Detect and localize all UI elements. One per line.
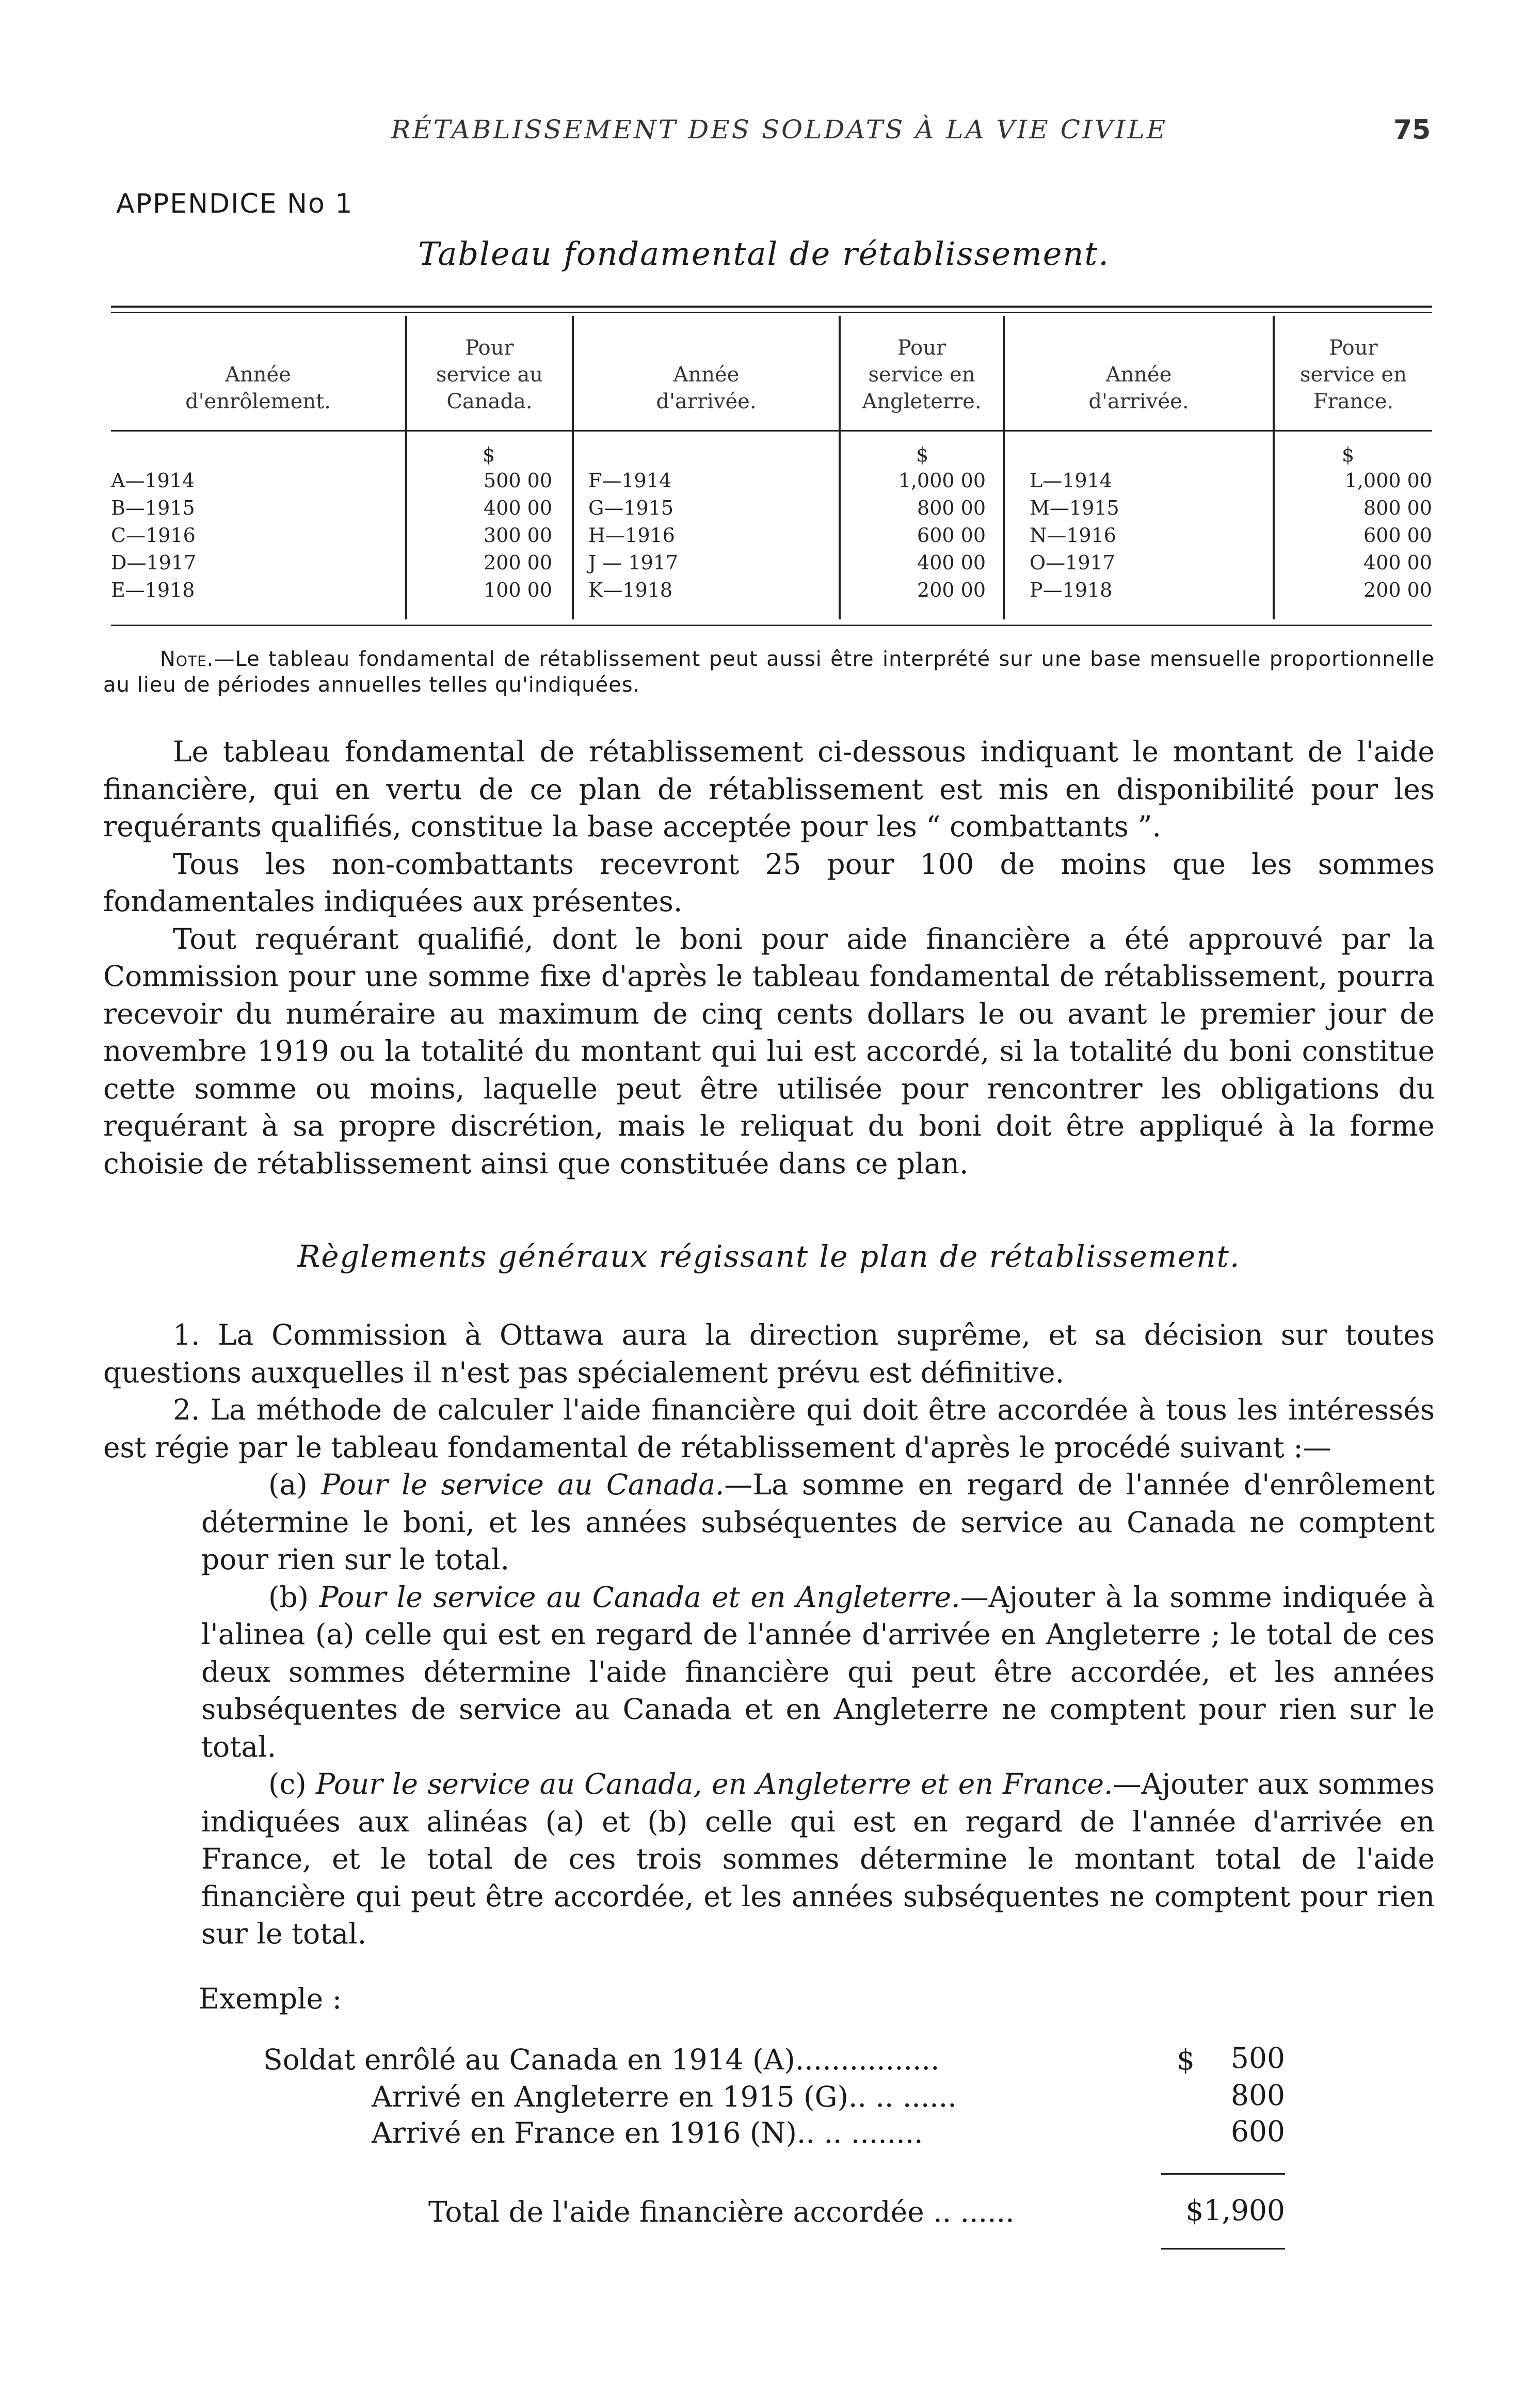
- example-total-line: Total de l'aide financière accordée .. ......: [428, 2195, 1015, 2228]
- example-bottom-rule: [1161, 2248, 1285, 2250]
- subitem-a: (a) Pour le service au Canada.—La somme en regard de l'année d'enrôlement détermine le boni, et les années subséquentes de service au Canada ne comptent pour rien sur le total.: [201, 1468, 1435, 1576]
- header-service-france: Pour service en France.: [1300, 336, 1407, 413]
- table-cell-amount: 1,000 00: [898, 469, 986, 492]
- page-number: 75: [1393, 115, 1431, 146]
- table-cell-year: K—1918: [588, 579, 673, 601]
- table-top-rule: [111, 306, 1432, 308]
- table-title: Tableau fondamental de rétablissement.: [418, 235, 1110, 273]
- table-cell-amount: 300 00: [484, 524, 552, 547]
- table-cell-year: M—1915: [1030, 497, 1119, 519]
- header-service-canada: Pour service au Canada.: [436, 336, 543, 413]
- paragraph: Le tableau fondamental de rétablissement ci-dessous indiquant le montant de l'aide financière, qui en vertu de ce plan de rétablissement est mis en disponibilité pour les requérants qualifiés, constitue la base acceptée pour les “ combattants ”.: [103, 735, 1435, 843]
- example-value: 500: [1231, 2042, 1285, 2075]
- example-label: Exemple :: [199, 1982, 342, 2015]
- rules-list: [103, 1316, 1435, 1953]
- table-cell-year: N—1916: [1030, 524, 1116, 547]
- table-top-rule-thin: [111, 312, 1432, 313]
- subitem-b: (b) Pour le service au Canada et en Angleterre.—Ajouter à la somme indiquée à l'alinea (a) celle qui est en regard de l'année d'arrivée en Angleterre ; le total de ces deux sommes détermine l'aide financière qui peut être accordée, et les années subséquentes de service au Canada et en Angleterre ne comptent pour rien sur le total.: [201, 1580, 1435, 1763]
- note-label: Note.: [160, 647, 214, 671]
- table-cell-year: P—1918: [1030, 579, 1113, 601]
- example-total-value: $1,900: [1185, 2194, 1285, 2227]
- subitem-c: (c) Pour le service au Canada, en Angleterre et en France.—Ajouter aux sommes indiquées aux alinéas (a) et (b) celle qui est en regard de l'année d'arrivée en France, et le total de ces trois sommes détermine le montant total de l'aide financière qui peut être accordée, et les années subséquentes ne comptent pour rien sur le total.: [201, 1767, 1435, 1950]
- running-head: RÉTABLISSEMENT DES SOLDATS À LA VIE CIVILE: [391, 115, 1168, 145]
- table-cell-amount: 800 00: [917, 497, 986, 519]
- table-cell-year: G—1915: [588, 497, 674, 519]
- table-cell-year: F—1914: [588, 469, 672, 492]
- table-cell-amount: 200 00: [484, 551, 552, 574]
- table-cell-amount: 500 00: [484, 469, 552, 492]
- note-text: —Le tableau fondamental de rétablissement peut aussi être interprété sur une base mensuelle proportionnelle au lieu de périodes annuelles telles qu'indiquées.: [103, 647, 1435, 697]
- table-cell-year: A—1914: [111, 469, 195, 492]
- example-line: Soldat enrôlé au Canada en 1914 (A)................: [263, 2043, 940, 2076]
- table-cell-year: E—1918: [111, 579, 195, 601]
- table-cell-amount: 400 00: [484, 497, 552, 519]
- table-cell-year: C—1916: [111, 524, 196, 547]
- example-value: 600: [1231, 2115, 1285, 2148]
- table-note: [103, 646, 1435, 698]
- table-cell-amount: 800 00: [1363, 497, 1432, 519]
- header-rule: [111, 430, 1432, 432]
- table-cell-year: L—1914: [1030, 469, 1112, 492]
- table-cell-year: J — 1917: [588, 551, 679, 574]
- paragraph: Tous les non-combattants recevront 25 pour 100 de moins que les sommes fondamentales indiquées aux présentes.: [103, 847, 1435, 918]
- paragraph: Tout requérant qualifié, dont le boni pour aide financière a été approuvé par la Commission pour une somme fixe d'après le tableau fondamental de rétablissement, pourra recevoir du numéraire au maximum de cinq cents dollars le ou avant le premier jour de novembre 1919 ou la totalité du montant qui lui est accordé, si la totalité du boni constitue cette somme ou moins, laquelle peut être utilisée pour rencontrer les obligations du requérant à sa propre discrétion, mais le reliquat du boni doit être appliqué à la forme choisie de rétablissement ainsi que constituée dans ce plan.: [103, 922, 1435, 1180]
- currency-mark: $: [1342, 443, 1355, 466]
- table-cell-amount: 1,000 00: [1344, 469, 1432, 492]
- rule-item: 1. La Commission à Ottawa aura la direction suprême, et sa décision sur toutes questions auxquelles il n'est pas spécialement prévu est définitive.: [103, 1318, 1435, 1389]
- rule-item: 2. La méthode de calculer l'aide financière qui doit être accordée à tous les intéressés est régie par le tableau fondamental de rétablissement d'après le procédé suivant :—: [103, 1393, 1435, 1464]
- table-cell-year: D—1917: [111, 551, 197, 574]
- table-cell-year: O—1917: [1030, 551, 1115, 574]
- example-currency: $: [1177, 2043, 1195, 2076]
- subitems: [103, 1466, 1435, 1953]
- example-line: Arrivé en France en 1916 (N).. .. ........: [372, 2116, 923, 2149]
- currency-mark: $: [483, 443, 495, 466]
- table-cell-amount: 100 00: [484, 579, 552, 601]
- example-sum-rule: [1161, 2173, 1285, 2175]
- header-annee-arrivee-france: Année d'arrivée.: [1088, 363, 1189, 413]
- header-annee-enrolement: Année d'enrôlement.: [185, 363, 331, 413]
- table-cell-amount: 400 00: [1363, 551, 1432, 574]
- table-cell-amount: 600 00: [917, 524, 986, 547]
- appendix-label: APPENDICE No 1: [116, 188, 354, 219]
- header-annee-arrivee-angleterre: Année d'arrivée.: [656, 363, 757, 413]
- table-cell-amount: 600 00: [1363, 524, 1432, 547]
- example-line: Arrivé en Angleterre en 1915 (G).. .. ......: [372, 2080, 957, 2113]
- currency-mark: $: [916, 443, 929, 466]
- table-cell-amount: 400 00: [917, 551, 986, 574]
- table-cell-amount: 200 00: [917, 579, 986, 601]
- header-service-angleterre: Pour service en Angleterre.: [862, 336, 982, 413]
- intro-paragraphs: [103, 733, 1435, 1182]
- table-cell-year: B—1915: [111, 497, 195, 519]
- section-heading: Règlements généraux régissant le plan de rétablissement.: [297, 1239, 1241, 1274]
- table-bottom-rule: [111, 625, 1432, 626]
- example-value: 800: [1231, 2079, 1285, 2112]
- table-cell-year: H—1916: [588, 524, 675, 547]
- table-cell-amount: 200 00: [1363, 579, 1432, 601]
